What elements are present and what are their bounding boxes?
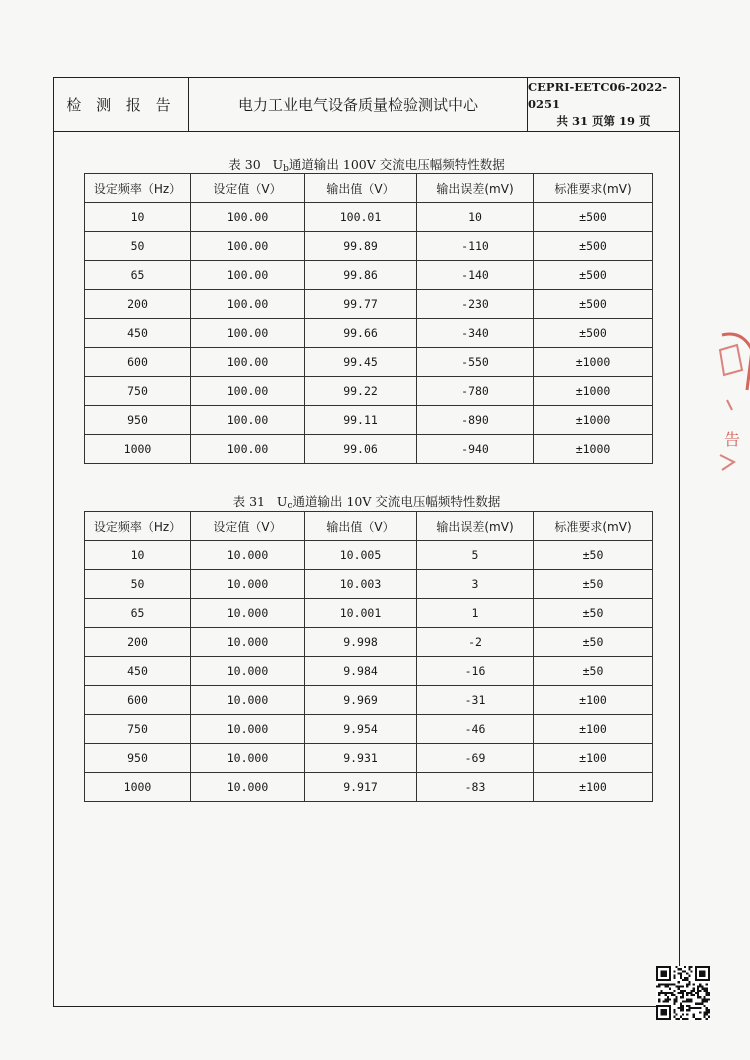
table-cell: ±100 — [534, 744, 653, 773]
table-cell: ±1000 — [534, 435, 653, 464]
table-cell: 100.00 — [191, 261, 305, 290]
table30-caption: 表 30 $U_b$通道输出 100V 交流电压幅频特性数据 — [228, 157, 505, 174]
table-cell: 10.003 — [305, 570, 417, 599]
table-cell: -890 — [417, 406, 534, 435]
table-cell: 1000 — [85, 435, 191, 464]
table31-caption: 表 31 $U_c$通道输出 10V 交流电压幅频特性数据 — [232, 494, 501, 511]
report-meta — [528, 78, 679, 131]
table-cell: 100.01 — [305, 203, 417, 232]
column-header: 标准要求(mV) — [534, 512, 653, 541]
table-cell: 100.00 — [191, 435, 305, 464]
table-cell: 10.005 — [305, 541, 417, 570]
table-cell: -230 — [417, 290, 534, 319]
column-header: 输出值（V） — [305, 512, 417, 541]
table-row — [85, 744, 653, 773]
column-header: 标准要求(mV) — [534, 174, 653, 203]
table-cell: 10.000 — [191, 686, 305, 715]
table-row — [85, 261, 653, 290]
table-cell: 99.45 — [305, 348, 417, 377]
table-cell: ±50 — [534, 657, 653, 686]
table-cell: 10 — [417, 203, 534, 232]
table-cell: 65 — [85, 599, 191, 628]
table-cell: ±1000 — [534, 406, 653, 435]
report-header — [54, 78, 679, 132]
table-cell: 99.66 — [305, 319, 417, 348]
table-header-row — [85, 512, 653, 541]
table-cell: -140 — [417, 261, 534, 290]
table-cell: 99.06 — [305, 435, 417, 464]
table-cell: 750 — [85, 377, 191, 406]
table-cell: 99.89 — [305, 232, 417, 261]
seal-stamp — [712, 330, 750, 480]
table31 — [84, 511, 653, 802]
table-row — [85, 657, 653, 686]
table-cell: ±1000 — [534, 377, 653, 406]
table-cell: 100.00 — [191, 406, 305, 435]
column-header: 设定频率（Hz） — [85, 512, 191, 541]
table-cell: 50 — [85, 570, 191, 599]
column-header: 输出误差(mV) — [417, 512, 534, 541]
table-cell: 99.22 — [305, 377, 417, 406]
table-row — [85, 628, 653, 657]
column-header: 输出值（V） — [305, 174, 417, 203]
table-cell: 65 — [85, 261, 191, 290]
table-row — [85, 232, 653, 261]
table-cell: ±500 — [534, 203, 653, 232]
table-cell: 99.77 — [305, 290, 417, 319]
table-cell: 10.000 — [191, 541, 305, 570]
table-cell: 100.00 — [191, 232, 305, 261]
table-cell: -340 — [417, 319, 534, 348]
table-row — [85, 377, 653, 406]
table-row — [85, 203, 653, 232]
table-row — [85, 290, 653, 319]
table-cell: 600 — [85, 348, 191, 377]
table-cell: -110 — [417, 232, 534, 261]
table-cell: ±100 — [534, 686, 653, 715]
table-cell: -69 — [417, 744, 534, 773]
table-cell: ±100 — [534, 773, 653, 802]
table-cell: 10.000 — [191, 570, 305, 599]
table-cell: -2 — [417, 628, 534, 657]
table-cell: 10.000 — [191, 599, 305, 628]
table-cell: ±500 — [534, 290, 653, 319]
table-cell: 200 — [85, 628, 191, 657]
table-row — [85, 773, 653, 802]
qr-code — [656, 966, 710, 1020]
table-cell: 9.954 — [305, 715, 417, 744]
column-header: 设定频率（Hz） — [85, 174, 191, 203]
table-cell: -940 — [417, 435, 534, 464]
table-cell: 3 — [417, 570, 534, 599]
table-cell: 99.86 — [305, 261, 417, 290]
table-cell: 450 — [85, 657, 191, 686]
column-header: 输出误差(mV) — [417, 174, 534, 203]
table-cell: 9.917 — [305, 773, 417, 802]
table-cell: 50 — [85, 232, 191, 261]
table-cell: 10.000 — [191, 744, 305, 773]
column-header: 设定值（V） — [191, 174, 305, 203]
table-cell: 99.11 — [305, 406, 417, 435]
table-row — [85, 599, 653, 628]
table30 — [84, 173, 653, 464]
table-cell: -550 — [417, 348, 534, 377]
table-cell: 10.000 — [191, 715, 305, 744]
table-row — [85, 406, 653, 435]
table-cell: ±50 — [534, 541, 653, 570]
table-cell: ±500 — [534, 261, 653, 290]
table-cell: 1000 — [85, 773, 191, 802]
table-cell: 9.998 — [305, 628, 417, 657]
table-cell: 750 — [85, 715, 191, 744]
table-cell: -780 — [417, 377, 534, 406]
table-cell: 5 — [417, 541, 534, 570]
table-cell: 9.984 — [305, 657, 417, 686]
page-indicator: 共 31 页第 19 页 — [556, 114, 651, 128]
report-number: CEPRI-EETC06-2022-0251 — [528, 80, 668, 111]
table-cell: 100.00 — [191, 348, 305, 377]
column-header: 设定值（V） — [191, 512, 305, 541]
table-cell: ±500 — [534, 232, 653, 261]
table-cell: -46 — [417, 715, 534, 744]
table-row — [85, 541, 653, 570]
table-cell: 9.931 — [305, 744, 417, 773]
report-type-label: 检 测 报 告 — [54, 78, 189, 131]
table-cell: -16 — [417, 657, 534, 686]
table-row — [85, 570, 653, 599]
table-cell: -83 — [417, 773, 534, 802]
table-cell: 10.000 — [191, 628, 305, 657]
table-row — [85, 319, 653, 348]
table-cell: 600 — [85, 686, 191, 715]
table-cell: 100.00 — [191, 319, 305, 348]
table-cell: 100.00 — [191, 203, 305, 232]
table-cell: ±50 — [534, 628, 653, 657]
table-cell: ±500 — [534, 319, 653, 348]
table-row — [85, 686, 653, 715]
table-cell: ±50 — [534, 599, 653, 628]
table-cell: 100.00 — [191, 290, 305, 319]
table-row — [85, 435, 653, 464]
table-cell: ±100 — [534, 715, 653, 744]
table-cell: 10 — [85, 203, 191, 232]
table-row — [85, 715, 653, 744]
table-row — [85, 348, 653, 377]
table-cell: 450 — [85, 319, 191, 348]
table-cell: ±1000 — [534, 348, 653, 377]
table-cell: 200 — [85, 290, 191, 319]
report-frame — [53, 77, 680, 1007]
table-cell: 10.000 — [191, 657, 305, 686]
table-cell: 10.001 — [305, 599, 417, 628]
seal-char: 告 — [724, 430, 741, 449]
table-header-row — [85, 174, 653, 203]
table-cell: -31 — [417, 686, 534, 715]
table-cell: ±50 — [534, 570, 653, 599]
table-cell: 950 — [85, 406, 191, 435]
table-cell: 1 — [417, 599, 534, 628]
institution-name: 电力工业电气设备质量检验测试中心 — [189, 78, 528, 131]
table-cell: 950 — [85, 744, 191, 773]
table-cell: 100.00 — [191, 377, 305, 406]
table-cell: 9.969 — [305, 686, 417, 715]
table-cell: 10 — [85, 541, 191, 570]
table-cell: 10.000 — [191, 773, 305, 802]
